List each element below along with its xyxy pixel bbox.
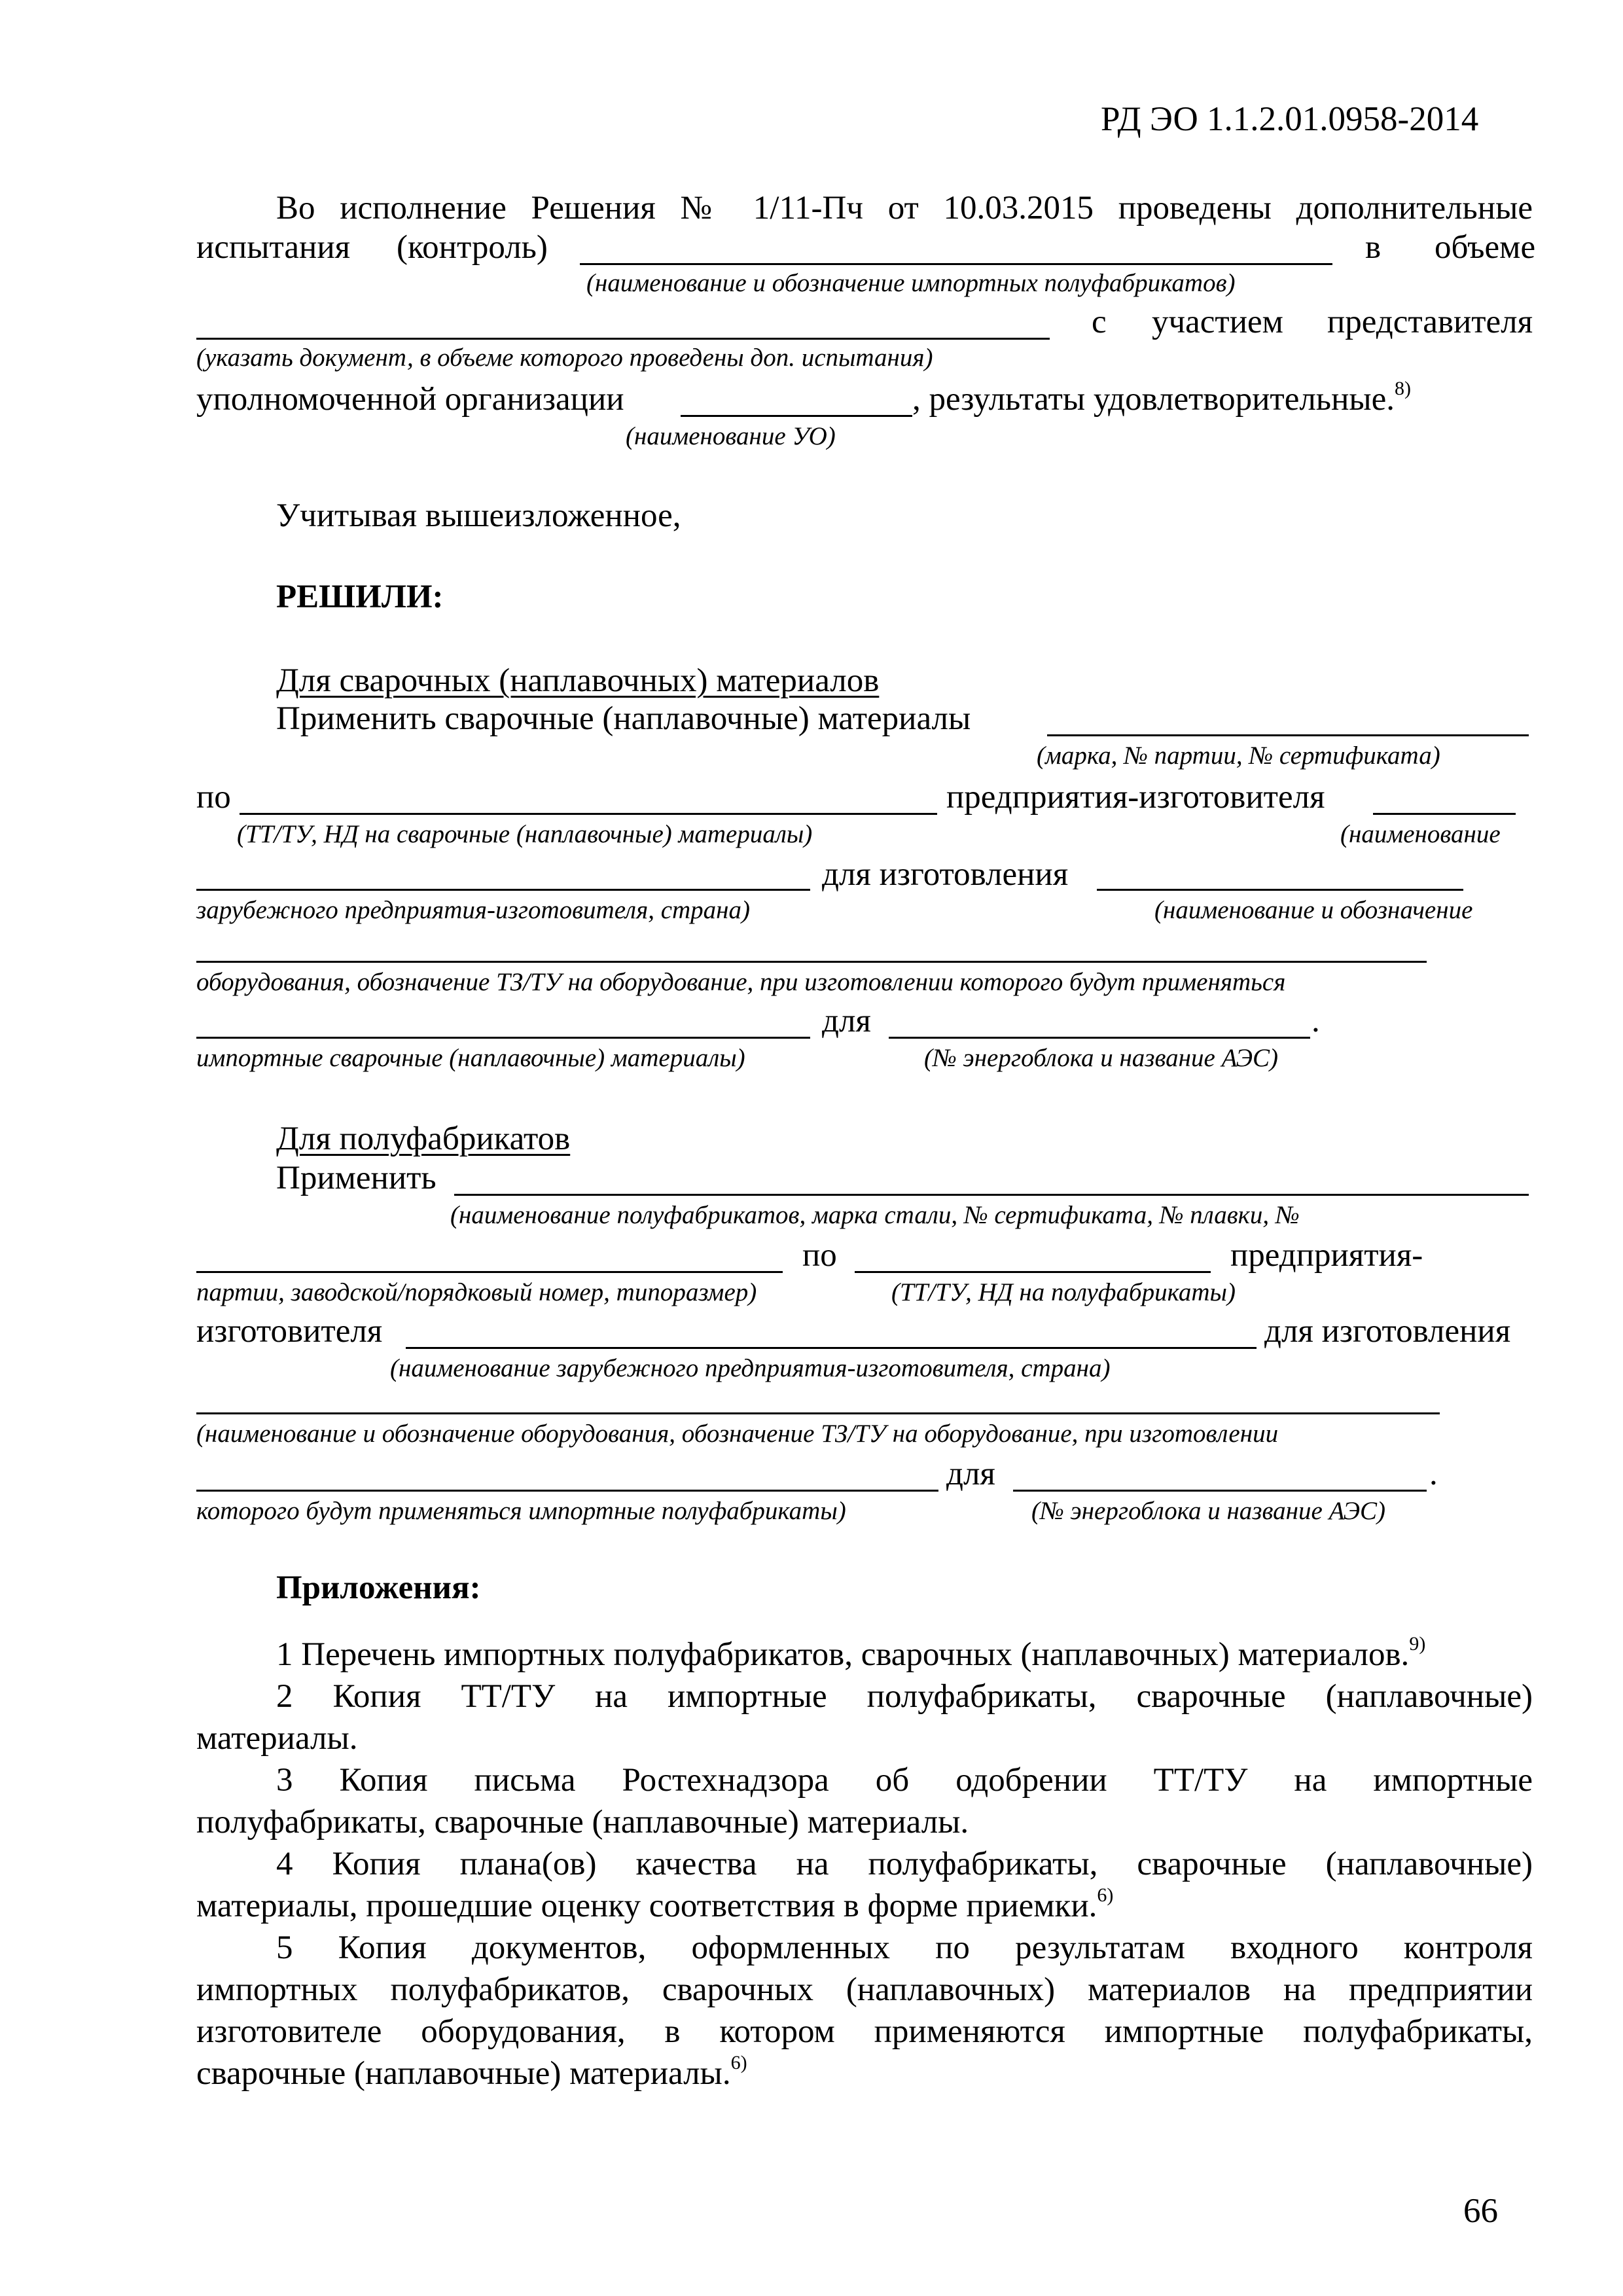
intro-representative-clip [1327,302,1544,342]
intro-word-tests: испытания [196,229,351,266]
welding-for-making: для изготовления [822,856,1069,893]
intro-word-participation: участием [1152,304,1283,340]
appendix-item-5-line-3: изготовителе оборудования, в котором применяются импортные полуфабрикаты, [196,2013,1533,2050]
semi-equipment-blank[interactable] [196,1412,1440,1414]
appendix-heading: Приложения: [276,1570,481,1606]
decided-heading: РЕШИЛИ: [276,579,444,615]
hint-authorized-org: (наименование УО) [626,422,836,450]
hint-semi-tt: (ТТ/ТУ, НД на полуфабрикаты) [891,1278,1236,1306]
intro-word-control: (контроль) [397,229,548,266]
hint-semi-imported: которого будут применяться импортные полуфабрикаты) [196,1497,846,1525]
appendix-item-5-line-2: импортных полуфабрикатов, сварочных (наплавочных) материалов на предприятии [196,1971,1533,2008]
appendix-item-2-line-1: 2 Копия ТТ/ТУ на импортные полуфабрикаты, сварочные (наплавочные) [276,1678,1533,1715]
welding-for: для [822,1003,871,1039]
appendix-item-4-line-2-text: материалы, прошедшие оценку соответствия в форме приемки. [196,1888,1097,1924]
intro-results-text: , результаты удовлетворительные. [912,381,1395,418]
intro-line-1: Во исполнение Решения № 1/11-Пч от 10.03.2015 проведены дополнительные [276,190,1533,226]
appendix-item-3-line-1: 3 Копия письма Ростехнадзора об одобрении ТТ/ТУ на импортные [276,1762,1533,1799]
appendix-item-1 [276,1635,1425,1674]
semi-name-blank[interactable] [454,1194,1529,1196]
hint-welding-unit: (№ энергоблока и название АЭС) [924,1044,1279,1072]
welding-unit-blank[interactable] [889,1037,1310,1039]
semi-po: по [802,1237,837,1274]
welding-enterprise: предприятия-изготовителя [946,779,1325,816]
hint-semi-party: партии, заводской/порядковый номер, типоразмер) [196,1278,757,1306]
semi-party-blank[interactable] [196,1271,783,1273]
semi-foreign-blank[interactable] [406,1347,1257,1349]
semi-apply-text: Применить [276,1160,437,1196]
intro-results [912,380,1411,419]
hint-welding-imported: импортные сварочные (наплавочные) материалы) [196,1044,745,1072]
intro-word-representative: представителя [1327,304,1533,340]
welding-mark-blank[interactable] [1047,734,1529,736]
semi-for-making: для изготовления [1264,1313,1511,1350]
intro-word-in: в [1365,229,1382,266]
welding-section-heading: Для сварочных (наплавочных) материалов [276,662,880,699]
imported-semi-products-blank[interactable] [580,263,1332,265]
footnote-6a: 6) [1097,1884,1114,1906]
hint-welding-equipment-long: оборудования, обозначение ТЗ/ТУ на оборудование, при изготовлении которого будут применяться [196,968,1286,996]
welding-apply-text: Применить сварочные (наплавочные) материалы [276,700,971,737]
footnote-6b: 6) [730,2052,747,2073]
semi-tt-blank[interactable] [855,1271,1211,1273]
appendix-item-1-text: 1 Перечень импортных полуфабрикатов, сварочных (наплавочных) материалов. [276,1636,1410,1673]
appendix-item-5-line-1: 5 Копия документов, оформленных по результатам входного контроля [276,1929,1533,1966]
welding-foreign-blank[interactable] [196,889,810,891]
hint-test-document: (указать документ, в объеме которого проведены доп. испытания) [196,344,933,372]
semi-enterprise: предприятия- [1230,1237,1423,1274]
welding-po: по [196,779,231,816]
page-number: 66 [1463,2192,1498,2230]
footnote-9: 9) [1409,1633,1426,1655]
hint-semi-unit: (№ энергоблока и название АЭС) [1031,1497,1386,1525]
appendix-item-4-line-1: 4 Копия плана(ов) качества на полуфабрикаты, сварочные (наплавочные) [276,1846,1533,1882]
welding-imported-blank[interactable] [196,1037,810,1039]
appendix-item-3-line-2: полуфабрикаты, сварочные (наплавочные) материалы. [196,1804,969,1840]
intro-word-volume: объеме [1435,229,1536,266]
welding-tt-blank[interactable] [240,813,937,815]
semi-section-heading: Для полуфабрикатов [276,1121,571,1157]
intro-word-with: с [1092,304,1107,340]
welding-period: . [1311,1003,1320,1039]
hint-semi-equipment: (наименование и обозначение оборудования, обозначение ТЗ/ТУ на оборудование, при изготовлении [196,1420,1279,1448]
semi-manufacturer: изготовителя [196,1313,383,1350]
intro-authorized-org: уполномоченной организации [196,381,624,418]
hint-welding-name: (наименование [1340,820,1501,848]
test-document-blank[interactable] [196,338,1050,340]
hint-welding-equipment-name: (наименование и обозначение [1154,896,1473,924]
semi-for: для [946,1456,995,1492]
footnote-8: 8) [1395,378,1412,399]
hint-semi-name: (наименование полуфабрикатов, марка стали, № сертификата, № плавки, № [450,1201,1300,1229]
appendix-item-4-line-2 [196,1886,1113,1926]
appendix-item-5-line-4 [196,2054,747,2093]
document-code: РД ЭО 1.1.2.01.0958-2014 [1101,100,1479,138]
hint-welding-foreign: зарубежного предприятия-изготовителя, страна) [196,896,751,924]
authorized-org-blank[interactable] [681,415,912,417]
hint-welding-tt: (ТТ/ТУ, НД на сварочные (наплавочные) материалы) [237,820,813,848]
hint-semi-foreign: (наименование зарубежного предприятия-изготовителя, страна) [390,1354,1111,1382]
appendix-item-2-line-2: материалы. [196,1720,358,1757]
semi-imported-blank[interactable] [196,1490,938,1492]
welding-equipment-designation-blank[interactable] [196,961,1427,963]
semi-period: . [1429,1456,1438,1492]
semi-unit-blank[interactable] [1013,1490,1427,1492]
considering-text: Учитывая вышеизложенное, [276,497,681,534]
welding-equipment-blank[interactable] [1097,889,1463,891]
hint-welding-mark: (марка, № партии, № сертификата) [1037,742,1440,770]
appendix-item-5-line-4-text: сварочные (наплавочные) материалы. [196,2055,731,2092]
hint-imported-semi-products: (наименование и обозначение импортных полуфабрикатов) [586,269,1236,297]
welding-enterprise-blank[interactable] [1373,813,1516,815]
